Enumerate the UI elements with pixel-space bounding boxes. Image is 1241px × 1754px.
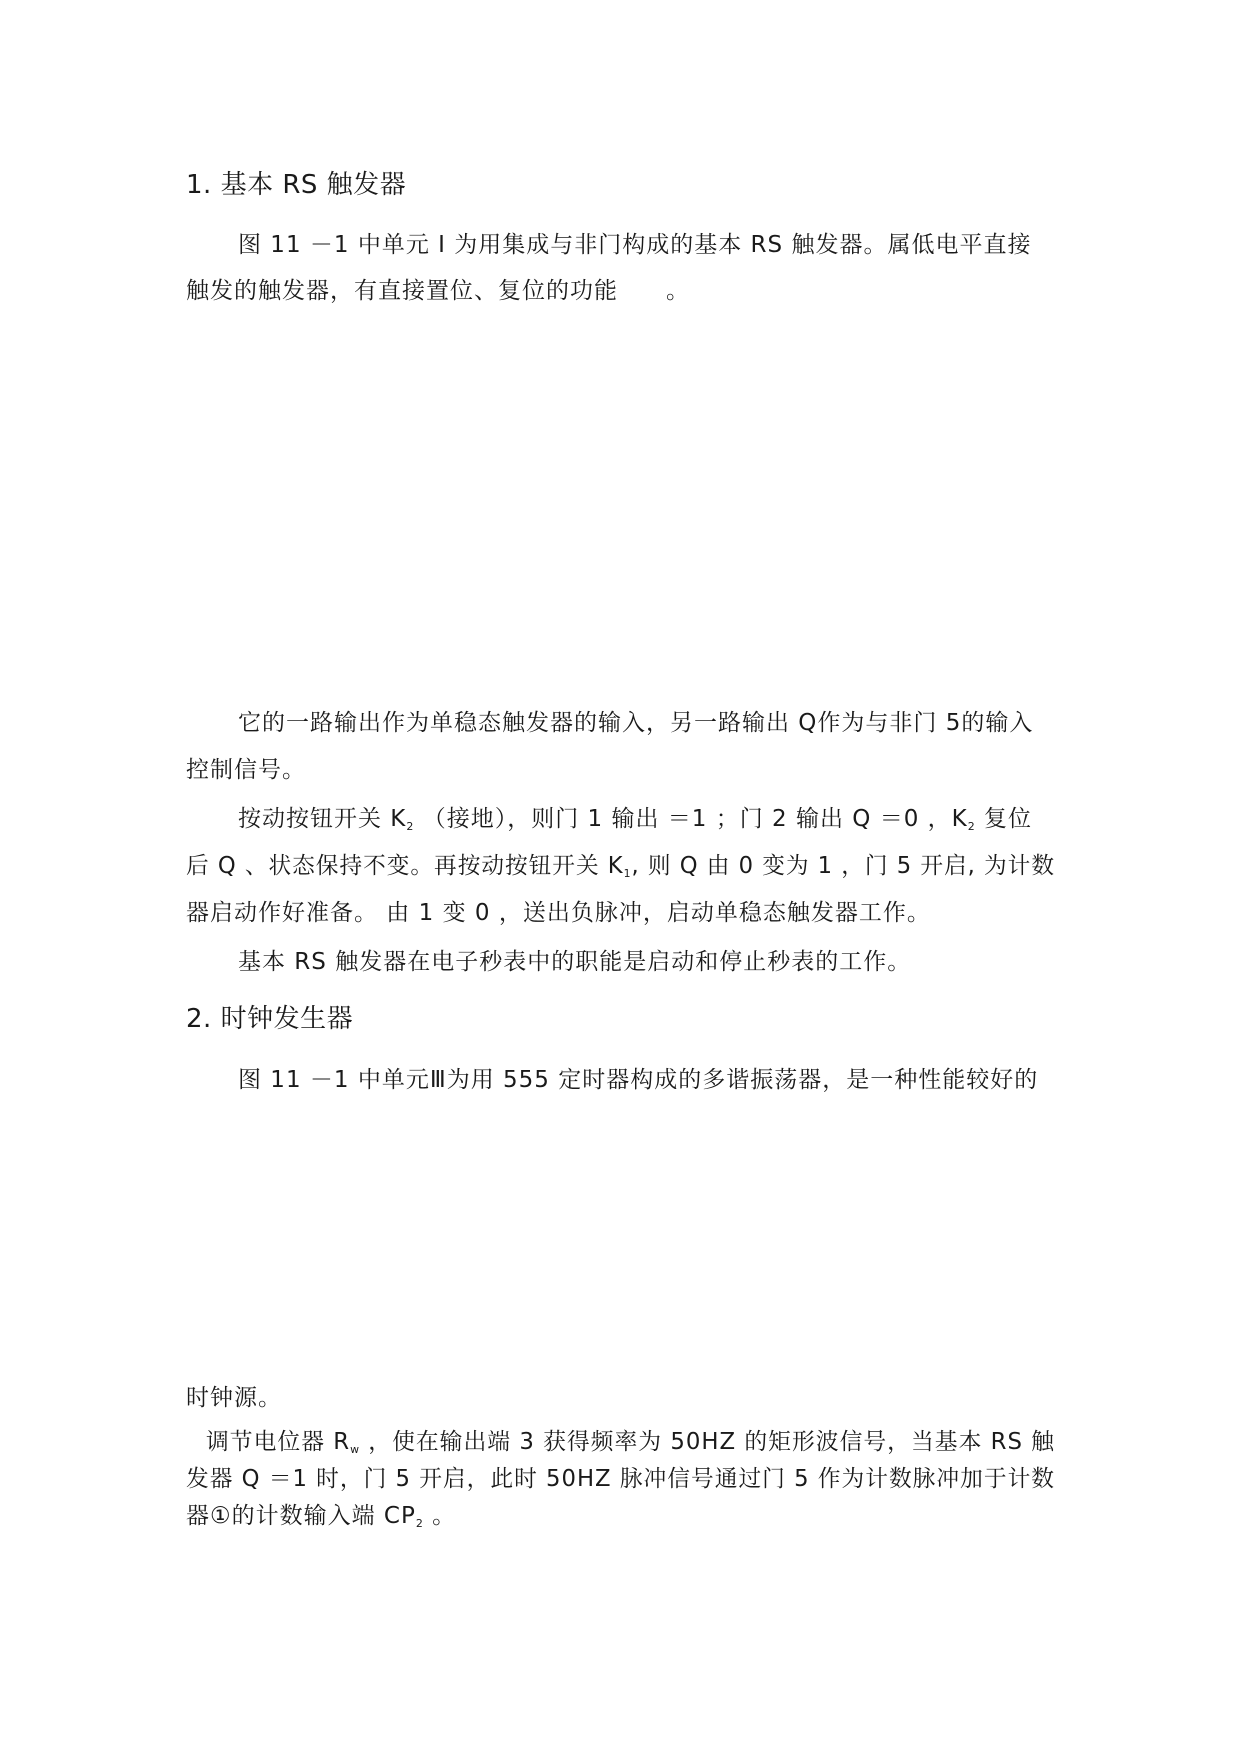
text-run: ，使在输出端 3 获得频率为 50HZ 的矩形波信号，当基本 RS 触 [360,1429,1055,1455]
paragraph-line: 图 11 －1 中单元Ⅲ为用 555 定时器构成的多谐振荡器，是一种性能较好的 [238,1067,1039,1093]
paragraph-line: 发器 Q ＝1 时，门 5 开启，此时 50HZ 脉冲信号通过门 5 作为计数脉冲加于计数 [186,1466,1056,1492]
subscript: 2 [967,820,976,833]
text-run: , 则 Q 由 0 变为 1 ，门 5 开启, 为计数 [631,853,1055,879]
paragraph-line [206,1423,1055,1456]
paragraph-line [186,847,1055,880]
text-run: 。 [423,1503,457,1529]
paragraph-line [186,1497,456,1530]
subscript: 2 [415,1517,424,1530]
text-run: 复位 [975,806,1033,832]
paragraph-line: 器启动作好准备。 由 1 变 0 ，送出负脉冲，启动单稳态触发器工作。 [186,900,931,926]
text-run: （接地），则门 1 输出 ＝1 ；门 2 输出 Q ＝0 ，K [414,806,968,832]
text-run: 按动按钮开关 K [238,806,407,832]
subscript: 1 [623,867,632,880]
paragraph-line: 图 11 －1 中单元 I 为用集成与非门构成的基本 RS 触发器。属低电平直接 [238,232,1032,258]
paragraph-line: 它的一路输出作为单稳态触发器的输入，另一路输出 Q作为与非门 5的输入 [238,710,1034,736]
paragraph-line: 触发的触发器，有直接置位、复位的功能 。 [186,278,690,304]
text-run: 器①的计数输入端 CP [186,1503,416,1529]
text-run: 后 Q 、状态保持不变。再按动按钮开关 K [186,853,624,879]
paragraph-line: 基本 RS 触发器在电子秒表中的职能是启动和停止秒表的工作。 [238,949,912,975]
subscript: 2 [406,820,415,833]
text-run: 调节电位器 R [206,1429,351,1455]
paragraph-line: 控制信号。 [186,757,306,783]
section-heading-rs-flipflop: 1. 基本 RS 触发器 [186,170,407,200]
subscript: w [350,1443,361,1456]
paragraph-line: 时钟源。 [186,1385,282,1411]
section-heading-clock-generator: 2. 时钟发生器 [186,1004,354,1034]
paragraph-line [238,800,1032,833]
